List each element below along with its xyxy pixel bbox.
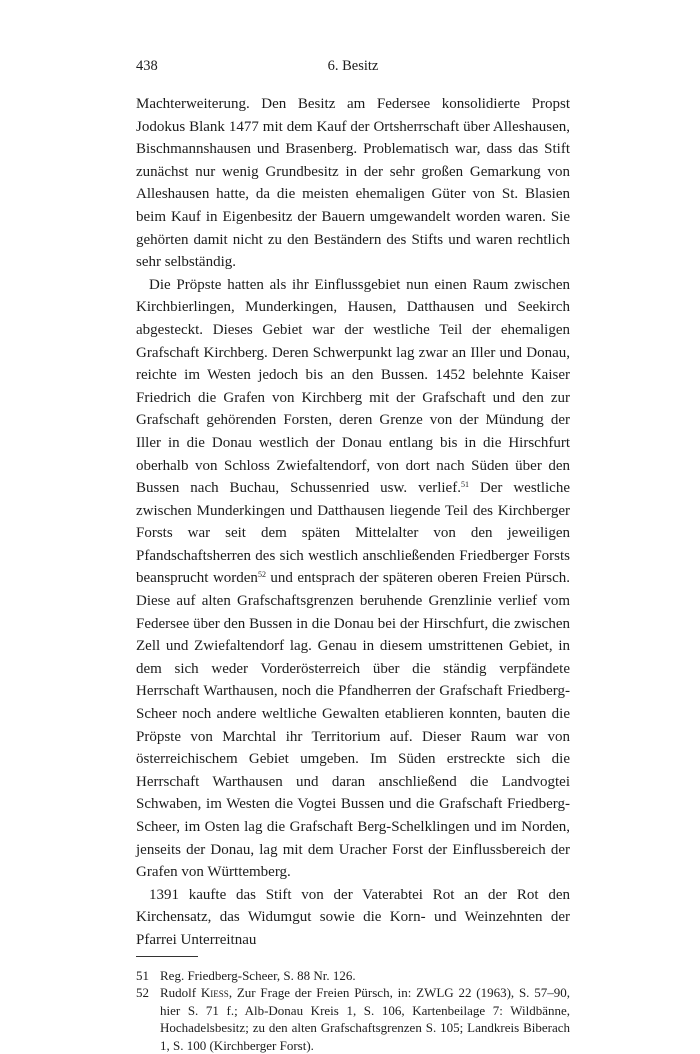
book-page <box>136 58 570 1054</box>
text-run: und entsprach der späteren oberen Freien Pürsch. Diese auf alten Grafschaftsgrenzen beruhende Grenzlinie verlief vom Federsee über den Bussen in die Donau bei der Hirschfurt, die zwischen Zell und Zwiefaltendorf lag. Genau in diesem umstrittenen Gebiet, in dem sich weder Vorderösterreich über die ständig verpfändete Herrschaft Warthausen, noch die Pfandherren der Grafschaft Friedberg-Scheer noch andere weltliche Gewalten etablieren konnten, bauten die Pröpste von Marchtal ihr Territorium auf. Dieser Raum war von österreichischem Gebiet umgeben. Im Süden erstreckte sich die Herrschaft Warthausen und daran anschließend die Landvogtei Schwaben, im Westen die Vogtei Bussen und die Grafschaft Friedberg-Scheer, im Osten lag die Grafschaft Berg-Schelklingen und im Norden, jenseits der Donau, lag mit dem Uracher Forst der Einflussbereich der Grafen von Württemberg. <box>136 570 571 881</box>
paragraph <box>136 93 570 274</box>
footnote-number: 51 <box>136 967 149 983</box>
footnote-text <box>160 984 570 1054</box>
footnote <box>136 984 570 1054</box>
text-run: Reg. Friedberg-Scheer, S. 88 Nr. 126. <box>160 967 356 983</box>
text-run: Rudolf <box>160 985 201 1001</box>
footnote-number: 52 <box>136 985 149 1001</box>
footnote-separator <box>136 956 198 957</box>
running-head: 6. Besitz <box>327 58 379 74</box>
text-run: Machterweiterung. Den Besitz am Federsee konsolidierte Propst Jodokus Blank 1477 mit dem Kauf der Ortsherrschaft über Alleshausen, Bischmannshausen und Brasenberg. Problematisch war, dass das Stift zunächst nur wenig Grundbesitz in der sehr großen Gemarkung von Alleshausen hatte, da die meisten ehemaligen Güter von St. Blasien beim Kauf in Eigenbesitz der Bauern umgewandelt worden waren. Sie gehörten damit nicht zu den Beständern des Stifts und waren rechtlich sehr selbständig. <box>136 96 570 271</box>
footnote-text <box>160 967 570 985</box>
author-name: Kiess <box>200 985 229 1001</box>
page-header <box>136 58 570 82</box>
text-run: , Zur Frage der Freien Pürsch, in: ZWLG 22 (1963), S. 57–90, hier S. 71 f.; Alb-Donau Kreis 1, S. 106, Kartenbeilage 7: Wildbänne, Hochadelsbesitz; zu den alten Grafschaftsgrenzen S. 105; Landkreis Biberach 1, S. 100 (Kirchberger Forst). <box>160 985 570 1053</box>
paragraph <box>136 884 570 952</box>
body-text <box>136 93 570 952</box>
paragraph <box>136 274 570 884</box>
text-run: Die Pröpste hatten als ihr Einflussgebiet nun einen Raum zwischen Kirchbierlingen, Munderkingen, Hausen, Datthausen und Seekirch abgesteckt. Dieses Gebiet war der westliche Teil der ehemaligen Grafschaft Kirchberg. Deren Schwerpunkt lag zwar an Iller und Donau, reichte im Westen jedoch bis an den Bussen. 1452 belehnte Kaiser Friedrich die Grafen von Kirchberg mit der Grafschaft und den zur Grafschaft gehörenden Forsten, deren Grenze von der Mündung der Iller in die Donau westlich der Donau entlang bis in die Hirschfurt oberhalb von Schloss Zwiefaltendorf, von dort nach Süden über den Bussen nach Buchau, Schussenried usw. verlief. <box>136 276 570 497</box>
footnote-reference[interactable]: 52 <box>257 570 266 580</box>
footnote-reference[interactable]: 51 <box>460 480 469 490</box>
page-number: 438 <box>136 58 158 74</box>
footnote <box>136 967 570 985</box>
text-run: Der westliche zwischen Munderkingen und Datthausen liegende Teil des Kirchberger Forsts war seit dem späten Mittelalter von den jeweiligen Pfandschaftsherren des sich westlich anschließenden Friedberger Forsts beansprucht worden <box>136 480 570 587</box>
footnotes <box>136 967 570 1054</box>
text-run: 1391 kaufte das Stift von der Vaterabtei Rot an der Rot den Kirchensatz, das Widumgut sowie die Korn- und Weinzehnten der Pfarrei Unterreitnau <box>136 886 570 948</box>
